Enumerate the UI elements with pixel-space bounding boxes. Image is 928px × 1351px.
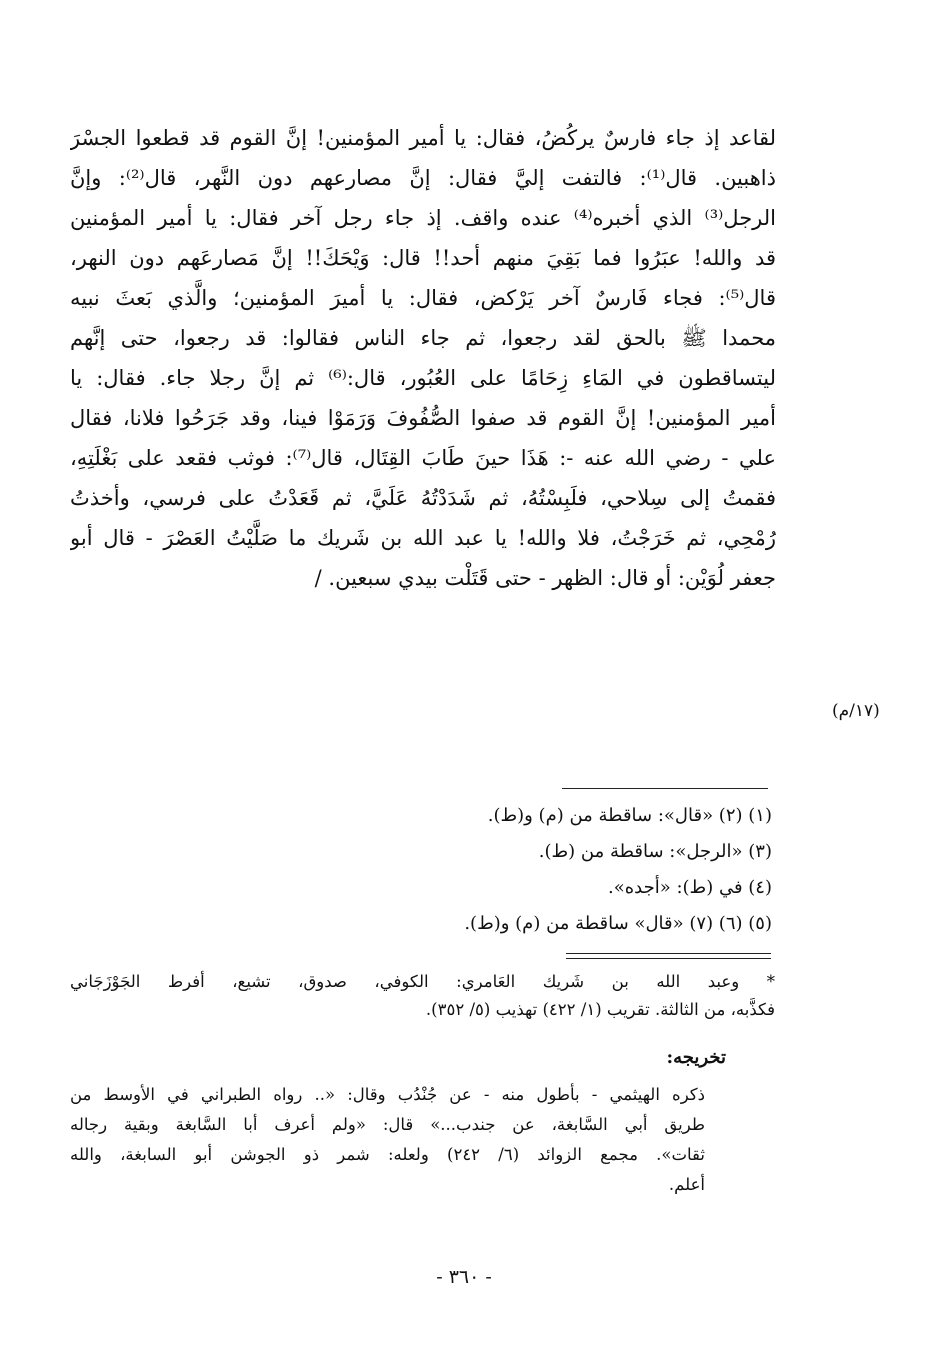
footnote: (١) (٢) «قال»: ساقطة من (م) و(ط). [487,805,772,826]
main-text-line: قد والله! عبَرُوا فما بَقِيَ منهم أحد!! قال: وَيْحَكَ!! إنَّ مَصارعَهم دون النهر، [70,246,776,270]
main-text-line: قال⁽⁵⁾: فجاء فَارسٌ آخر يَرْكض، فقال: يا أميرَ المؤمنين؛ والَّذي بَعثَ نبيه [70,286,776,310]
main-text-line: ليتساقطون في المَاءِ زِحَامًا على العُبُور، قال:⁽⁶⁾ ثم إنَّ رجلا جاء. فقال: يا [70,366,776,390]
commentary-line: * وعبد الله بن شَريك العَامري: الكوفي، صدوق، تشيع، أفرط الجَوْزَجَاني [70,972,775,991]
main-text-line: الرجل⁽³⁾ الذي أخبره⁽⁴⁾ عنده واقف. إذ جاء رجل آخر فقال: يا أمير المؤمنين [70,206,776,230]
footnote: (٤) في (ط): «أجده». [607,877,772,898]
main-text-line: أمير المؤمنين! إنَّ القوم قد صفوا الصُّفُوفَ وَرَمَوْا فينا، وقد جَرَحُوا فلانا، فقال [70,406,776,430]
takhrij-line: ثقات». مجمع الزوائد (٦/ ٢٤٢) ولعله: شمر ذو الجوشن أبو السابغة، والله [70,1145,705,1164]
main-text-line: لقاعد إذ جاء فارسٌ يركُضُ، فقال: يا أمير المؤمنين! إنَّ القوم قد قطعوا الجسْرَ [70,126,776,150]
main-text-line: رُمْحِي، ثم خَرَجْتُ، فلا والله! يا عبد الله بن شَريك ما صَلَّيْتُ العَصْرَ - قال أبو [70,526,776,550]
manuscript-margin-note: (١٧/م) [832,701,880,721]
footnote: (٣) «الرجل»: ساقطة من (ط). [538,841,772,862]
commentary-separator [566,953,771,959]
main-text-line: فقمتُ إلى سِلاحي، فلَبِسْتُهُ، ثم شَدَدْتُهُ عَلَيَّ، ثم قَعَدْتُ على فرسي، وأخذتُ [70,486,776,510]
takhrij-block [70,1080,705,1200]
commentary-block [70,968,775,1024]
main-text-line: جعفر لُوَيْن: أو قال: الظهر - حتى قَتَلْت بيدي سبعين. / [314,566,776,590]
main-text-line: محمدا ﷺ بالحق لقد رجعوا، ثم جاء الناس فقالوا: قد رجعوا، حتى إنَّهم [70,326,776,350]
takhrij-line: ذكره الهيثمي - بأطول منه - عن جُنْدُب وقال: «.. رواه الطبراني في الأوسط من [70,1085,705,1104]
takhrij-line: طريق أبي السَّابغة، عن جندب...» قال: «ولم أعرف أبا السَّابغة وبقية رجاله [70,1115,705,1134]
main-text-line: ذاهبين. قال⁽¹⁾: فالتفت إليَّ فقال: إنَّ مصارعهم دون النَّهر، قال⁽²⁾: وإنَّ [70,166,776,190]
takhrij-line: أعلم. [668,1175,705,1194]
footnote: (٥) (٦) (٧) «قال» ساقطة من (م) و(ط). [464,913,772,934]
page-number: - ٣٦٠ - [436,1266,492,1288]
takhrij-heading: تخريجه: [666,1047,726,1068]
main-text-block [70,118,776,598]
footnote-separator [562,788,768,789]
footnotes-block [360,798,772,942]
main-text-line: علي - رضي الله عنه -: هَذَا حينَ طَابَ القِتَال، قال⁽⁷⁾: فوثب فقعد على بَغْلَتِهِ، [70,446,776,470]
commentary-line: فكذَّبه، من الثالثة. تقريب (١/ ٤٢٢) تهذيب (٥/ ٣٥٢). [425,1000,775,1019]
